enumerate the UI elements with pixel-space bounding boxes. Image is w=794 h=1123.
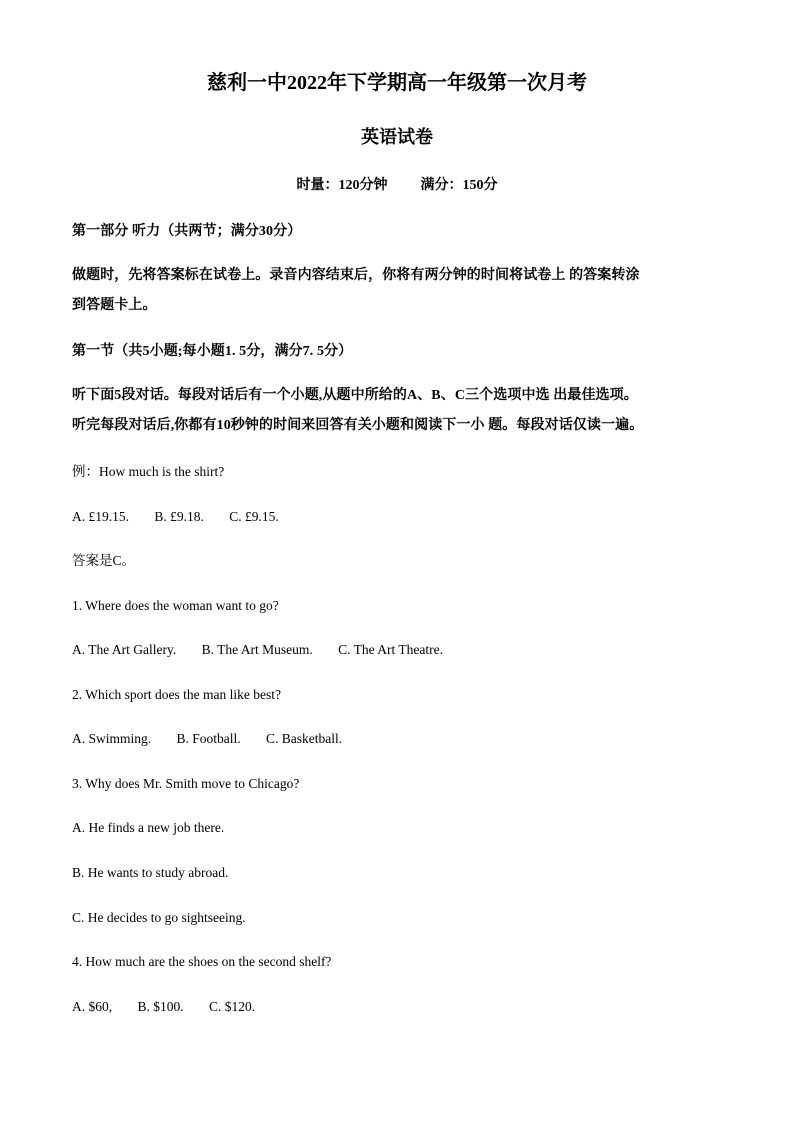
- question-4: 4. How much are the shoes on the second shelf?: [72, 954, 332, 969]
- example-option-c: C. £9.15.: [229, 509, 279, 524]
- question-2-option-b: B. Football.: [176, 731, 241, 746]
- question-2-option-a: A. Swimming.: [72, 731, 152, 746]
- example-option-a: A. £19.15.: [72, 509, 129, 524]
- question-1-option-c: C. The Art Theatre.: [338, 642, 443, 657]
- question-1: 1. Where does the woman want to go?: [72, 598, 279, 613]
- question-1-option-a: A. The Art Gallery.: [72, 642, 177, 657]
- question-2: 2. Which sport does the man like best?: [72, 687, 281, 702]
- question-4-option-c: C. $120.: [209, 999, 256, 1014]
- example-options: [72, 507, 722, 527]
- example-question: 例：How much is the shirt?: [72, 464, 225, 479]
- exam-title: 慈利一中2022年下学期高一年级第一次月考: [207, 72, 587, 94]
- question-4-options: [72, 997, 722, 1017]
- question-1-options: [72, 640, 722, 660]
- exam-meta: [0, 176, 794, 196]
- exam-subtitle: 英语试卷: [361, 127, 433, 147]
- part1-instructions-line-2: 到答题卡上。: [72, 298, 157, 313]
- question-2-options: [72, 729, 722, 749]
- question-3-option-c: C. He decides to go sightseeing.: [72, 910, 246, 925]
- question-3: 3. Why does Mr. Smith move to Chicago?: [72, 776, 300, 791]
- question-4-option-a: A. $60,: [72, 999, 113, 1014]
- part1-heading: 第一部分 听力（共两节；满分30分）: [72, 224, 302, 239]
- section1-heading: 第一节（共5小题;每小题1. 5分，满分7. 5分）: [72, 344, 353, 359]
- section1-instructions-line-2: 听完每段对话后,你都有10秒钟的时间来回答有关小题和阅读下一小 题。每段对话仅读一遍。: [72, 418, 644, 433]
- question-2-option-c: C. Basketball.: [266, 731, 343, 746]
- section1-instructions-line-1: 听下面5段对话。每段对话后有一个小题,从题中所给的A、B、C三个选项中选 出最佳选项。: [72, 388, 638, 403]
- example-option-b: B. £9.18.: [154, 509, 204, 524]
- part1-instructions-line-1: 做题时，先将答案标在试卷上。录音内容结束后，你将有两分钟的时间将试卷上 的答案转涂: [72, 268, 640, 283]
- time-label: 时量：120分钟: [296, 178, 388, 193]
- question-1-option-b: B. The Art Museum.: [201, 642, 313, 657]
- question-3-option-a: A. He finds a new job there.: [72, 820, 225, 835]
- score-label: 满分：150分: [420, 178, 498, 193]
- question-4-option-b: B. $100.: [137, 999, 184, 1014]
- example-answer: 答案是C。: [72, 553, 136, 568]
- question-3-option-b: B. He wants to study abroad.: [72, 865, 229, 880]
